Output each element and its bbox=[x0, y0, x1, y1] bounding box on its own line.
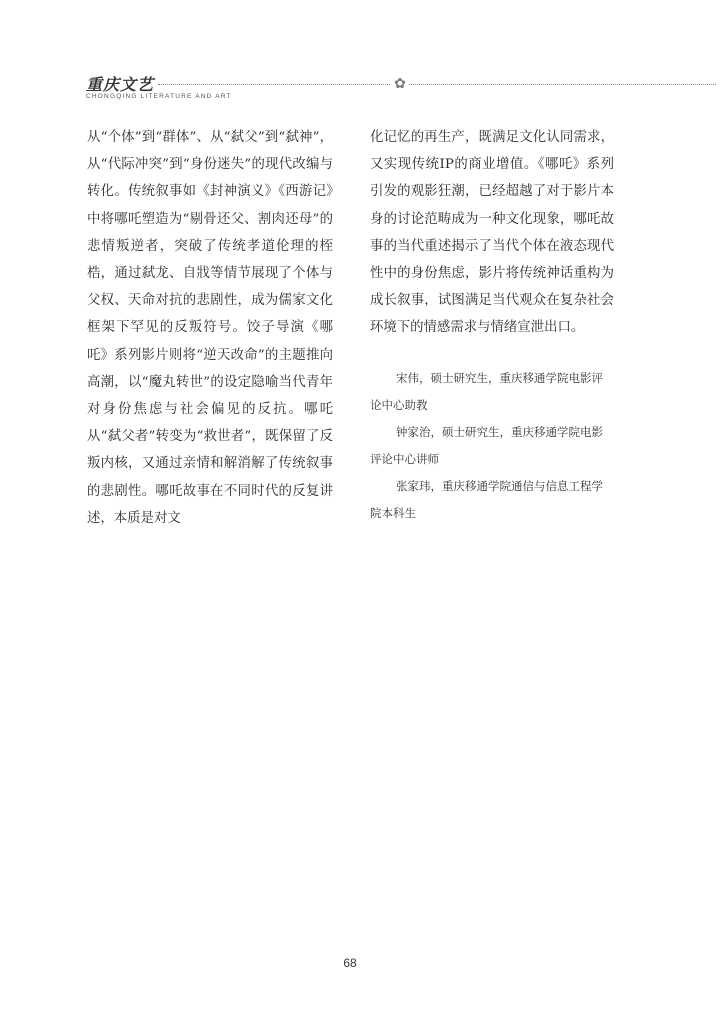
page-header bbox=[86, 72, 716, 106]
author-bio: 钟家治，硕士研究生，重庆移通学院电影评论中心讲师 bbox=[370, 425, 603, 466]
author-bio: 张家玮，重庆移通学院通信与信息工程学院本科生 bbox=[370, 479, 603, 520]
journal-subtitle: CHONGQING LITERATURE AND ART bbox=[86, 93, 232, 100]
left-column bbox=[87, 124, 333, 532]
flower-ornament-icon: ✿ bbox=[391, 75, 409, 93]
page-number: 68 bbox=[343, 956, 357, 970]
right-column bbox=[370, 124, 614, 342]
header-dotted-rule bbox=[158, 84, 716, 85]
right-column-text: 化记忆的再生产，既满足文化认同需求，又实现传统IP的商业增值。《哪吒》系列引发的观影狂潮，已经超越了对于影片本身的讨论范畴成为一种文化现象，哪吒故事的当代重述揭示了当代个体在液态现代性中的身份焦虑，影片将传统神话重构为成长叙事，试图满足当代观众在复杂社会环境下的情感需求与情绪宣泄出口。 bbox=[370, 130, 614, 336]
left-column-text: 从“个体”到“群体”、从“弑父”到“弑神”，从“代际冲突”到“身份迷失”的现代改编与转化。传统叙事如《封神演义》《西游记》中将哪吒塑造为“剔骨还父、割肉还母”的悲情叛逆者，突破了传统孝道伦理的桎梏，通过弑龙、自戕等情节展现了个体与父权、天命对抗的悲剧性，成为儒家文化框架下罕见的反叛符号。饺子导演《哪吒》系列影片则将“逆天改命”的主题推向高潮，以“魔丸转世”的设定隐喻当代青年对身份焦虑与社会偏见的反抗。哪吒从“弑父者”转变为“救世者”，既保留了反叛内核，又通过亲情和解消解了传统叙事的悲剧性。哪吒故事在不同时代的反复讲述，本质是对文 bbox=[87, 130, 333, 526]
author-bio: 宋伟，硕士研究生，重庆移通学院电影评论中心助教 bbox=[370, 371, 603, 412]
author-bios bbox=[370, 365, 614, 527]
journal-logo: 重庆文艺 bbox=[86, 75, 155, 94]
